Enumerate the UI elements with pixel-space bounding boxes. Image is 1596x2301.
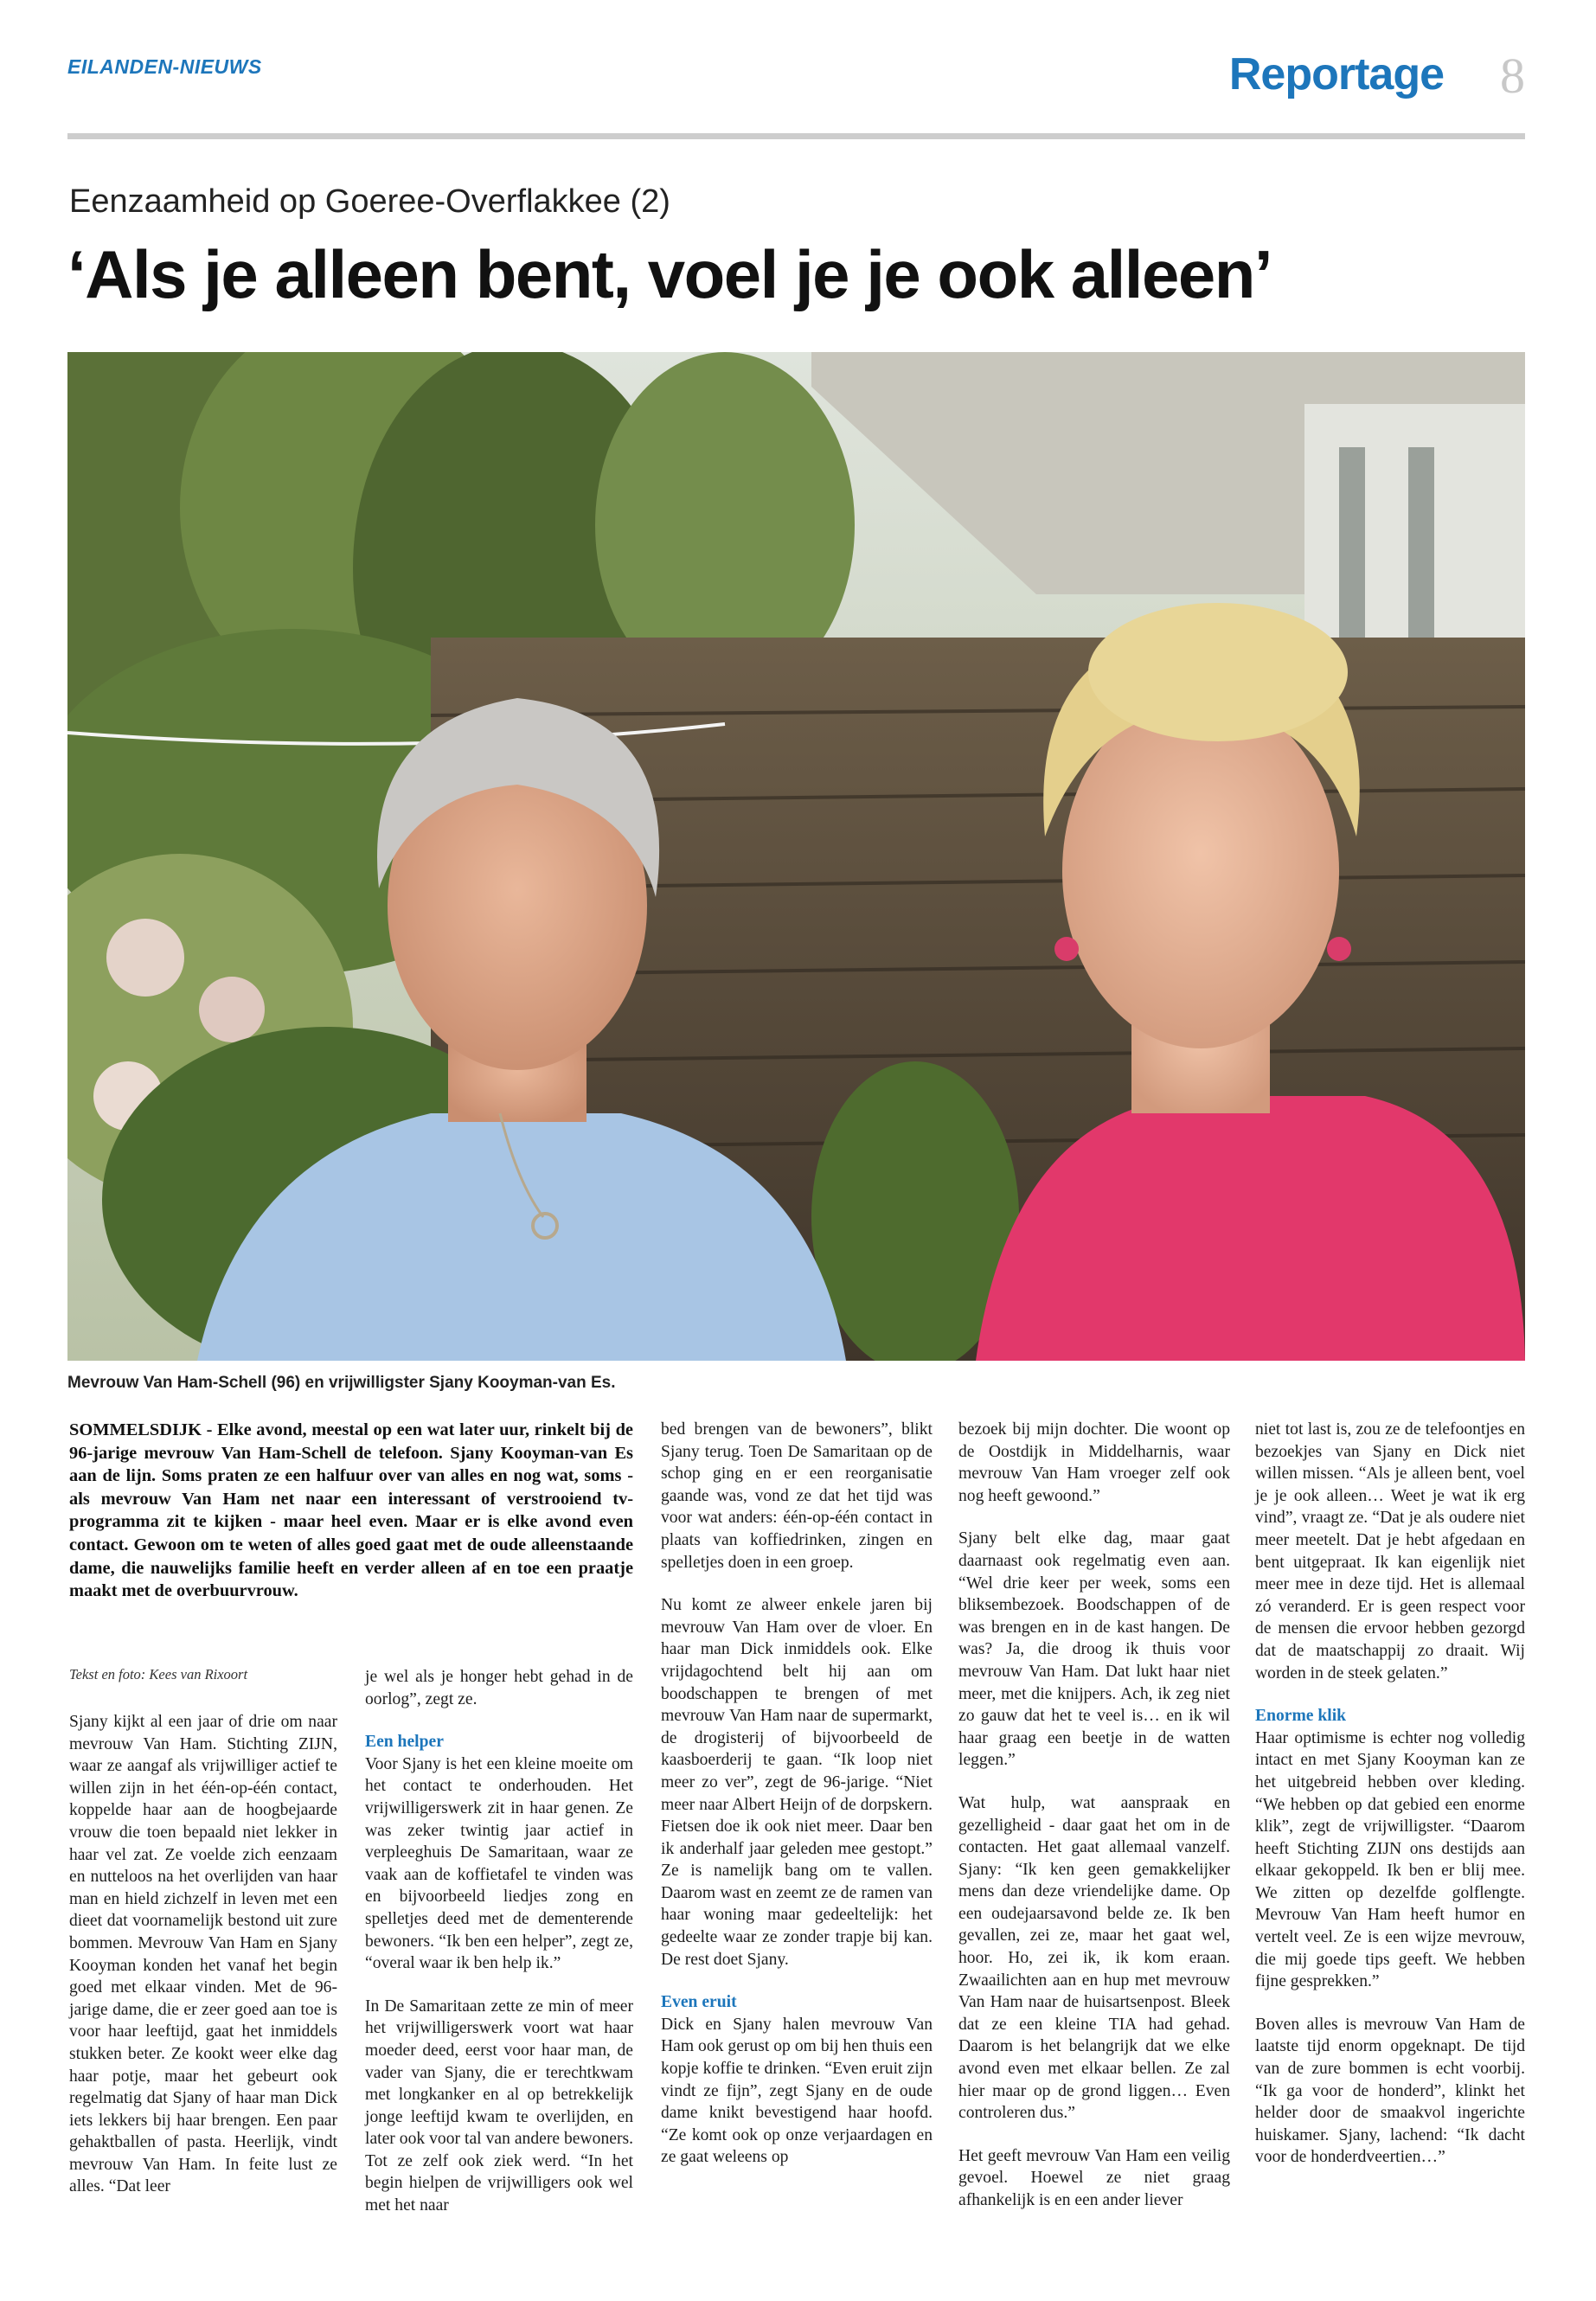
paragraph: Nu komt ze alweer enkele jaren bij mevrouw Van Ham over de vloer. En haar man Dick inmiddels ook. Elke vrijdagochtend belt hij aan om boodschappen te brengen of met mevrouw Van Ham naar de supermarkt, de drogisterij of bijvoorbeeld de kaasboerderij te gaan. “Ik loop niet meer zo ver”, zegt de 96-jarige. “Niet meer naar Albert Heijn of de dorpskern. Fietsen doe ik ook niet meer. Daar ben ik anderhalf jaar geleden mee gestopt.” Ze is namelijk bang om te vallen. Daarom wast en zeemt ze de ramen van haar woning maar gedeeltelijk: het gedeelte waar ze zonder trapje bij kan. De rest doet Sjany. xyxy=(661,1596,933,1969)
paragraph: Het geeft mevrouw Van Ham een veilig gevoel. Hoewel ze niet graag afhankelijk is en een ander liever xyxy=(958,2146,1230,2209)
article-byline: Tekst en foto: Kees van Rixoort xyxy=(69,1666,248,1682)
page-number: 8 xyxy=(1500,48,1525,104)
article-column-2 xyxy=(365,1666,633,2238)
paragraph: niet tot last is, zou ze de telefoontjes en bezoekjes van Sjany en Dick niet willen missen. “Als je alleen bent, voel je je ook alleen… Weet je wat ik erg vind”, vraagt ze. “Dat je als oudere niet meer meetelt. Dat je hebt afgedaan en bent uitgepraat. Ik kan eigenlijk niet meer mee in deze tijd. Het is allemaal zó veranderd. Er is geen respect voor de mensen die ervoor hebben gezorgd dat de maatschappij zo draait. Wij worden in de steek gelaten.” xyxy=(1255,1420,1525,1682)
subheading-enorme-klik: Enorme klik xyxy=(1255,1707,1347,1726)
article-headline: ‘Als je alleen bent, voel je je ook alleen’ xyxy=(67,236,1272,312)
article-column-3 xyxy=(661,1419,933,2189)
paragraph: Dick en Sjany halen mevrouw Van Ham ook gerust op om bij hen thuis een kopje koffie te drinken. “Even eruit zijn vindt ze fijn”, zegt Sjany en de oude dame knikt bevestigend haar hoofd. “Ze komt ook op onze verjaardagen en ze gaat weleens op xyxy=(661,2015,933,2167)
header-rule xyxy=(67,133,1525,139)
paragraph: je wel als je honger hebt gehad in de oorlog”, zegt ze. xyxy=(365,1668,633,1708)
paragraph: Voor Sjany is het een kleine moeite om het contact te onderhouden. Het vrijwilligerswerk zit in haar genen. Ze was zeker twintig jaar actief in verpleeghuis De Samaritaan, waar ze vaak aan de koffietafel te vinden was en bijvoorbeeld liedjes zong en spelletjes deed met de dementerende bewoners. “Ik ben een helper”, zegt ze, “overal waar ik ben help ik.” xyxy=(365,1754,633,1973)
paragraph: bezoek bij mijn dochter. Die woont op de Oostdijk in Middelharnis, waar mevrouw Van Ham vroeger zelf ook nog heeft gewoond.” xyxy=(958,1420,1230,1505)
subheading-even-eruit: Even eruit xyxy=(661,1993,737,2012)
photo-illustration xyxy=(67,352,1525,1361)
subheading-een-helper: Een helper xyxy=(365,1733,444,1752)
paragraph: Haar optimisme is echter nog volledig intact en met Sjany Kooyman kan ze het uitgebreid hebben over kleding. “We hebben op dat gebied een enorme klik”, zegt de vrijwilligster. “Daarom heeft Stichting ZIJN ons destijds aan elkaar gekoppeld. Ik ben er blij mee. We zitten op dezelfde golflengte. Mevrouw Van Ham heeft humor en vertelt veel. Ze is een wijze mevrouw, die mij goede tips geeft. We hebben fijne gesprekken.” xyxy=(1255,1728,1525,1991)
paragraph: In De Samaritaan zette ze min of meer het vrijwilligerswerk voort wat haar moeder deed, eerst voor haar man, de vader van Sjany, die er terechtkwam met longkanker en al op betrekkelijk jonge leeftijd kwam te overlijden, en later ook voor tal van andere bewoners. Tot ze zelf ook ziek werd. “In het begin hielpen de vrijwilligers ook wel met het naar xyxy=(365,1997,633,2215)
section-label: Reportage xyxy=(1228,49,1444,99)
article-photo xyxy=(67,352,1525,1361)
paragraph: Sjany belt elke dag, maar gaat daarnaast ook regelmatig even aan. “Wel drie keer per week, soms een bliksembezoek. Boodschappen of de was brengen en in de kast hangen. De was? Ja, die droog ik thuis voor mevrouw Van Ham. Dat lukt haar niet meer, met die knijpers. Ach, ik zeg niet zo gauw dat het te veel is… en ik wil haar graag een beetje in de watten leggen.” xyxy=(958,1529,1230,1770)
paragraph: Wat hulp, wat aanspraak en gezelligheid - daar gaat het om in de contacten. Het gaat allemaal vanzelf. Sjany: “Ik ken geen gemakkelijker mens dan deze vriendelijke dame. Op een oudejaarsavond belde ze. Ik ben gevallen, zei ze, maar het gaat wel, hoor. Ho, zei ik, ik kom eraan. Zwaailichten aan en hup met mevrouw Van Ham naar de huisartsenpost. Bleek dat ze een kleine TIA had gehad. Daarom is het belangrijk dat we elke avond even met elkaar bellen. Ze zal hier maar op de grond liggen… Even controleren dus.” xyxy=(958,1793,1230,2123)
article-column-4 xyxy=(958,1419,1230,2233)
article-kicker: Eenzaamheid op Goeree-Overflakkee (2) xyxy=(69,183,670,220)
article-column-1 xyxy=(69,1711,337,2219)
photo-caption: Mevrouw Van Ham-Schell (96) en vrijwilligster Sjany Kooyman-van Es. xyxy=(67,1374,616,1392)
paragraph: Sjany kijkt al een jaar of drie om naar mevrouw Van Ham. Stichting ZIJN, waar ze aangaf als vrijwilliger actief te willen zijn in het één-op-één contact, koppelde haar aan de hoogbejaarde vrouw die toen bepaald niet lekker in haar vel zat. Ze voelde zich eenzaam en nutteloos na het overlijden van haar man en hield zichzelf in leven met een dieet dat voornamelijk bestond uit zure bommen. Mevrouw Van Ham en Sjany Kooyman konden het vanaf het begin goed met elkaar vinden. Met de 96-jarige dame, die er zeer goed aan toe is voor haar leeftijd, gaat het inmiddels stukken beter. Ze kookt weer elke dag haar potje, maar het gebeurt ook regelmatig dat Sjany of haar man Dick iets lekkers bij haar brengen. Een paar gehaktballen of pasta. Heerlijk, vindt mevrouw Van Ham. In feite lust ze alles. “Dat leer xyxy=(69,1713,337,2196)
article-lead: SOMMELSDIJK - Elke avond, meestal op een wat later uur, rinkelt bij de 96-jarige mevrouw Van Ham-Schell de telefoon. Sjany Kooyman-van Es aan de lijn. Soms praten ze een halfuur over van alles en nog wat, soms - als mevrouw Van Ham net naar een interessant of verstrooiend tv-programma zit te kijken - maar heel even. Maar er is elke avond even contact. Gewoon om te weten of alles goed gaat met de oude alleenstaande dame, die nauwelijks familie heeft en verder alleen af en toe een praatje maakt met de overbuurvrouw. xyxy=(69,1420,633,1601)
paragraph: Boven alles is mevrouw Van Ham de laatste tijd enorm opgeknapt. De tijd van de zure bommen is echt voorbij. “Ik ga voor de honderd”, klinkt het helder door de smaakvol ingerichte huiskamer. Sjany, lachend: “Ik dacht voor de honderdveertien…” xyxy=(1255,2015,1525,2167)
article-column-5 xyxy=(1255,1419,1525,2189)
paragraph: bed brengen van de bewoners”, blikt Sjany terug. Toen De Samaritaan op de schop ging en er een reorganisatie gaande was, vond ze dat het tijd was voor wat anders: één-op-één contact in plaats van koffiedrinken, zingen en spelletjes doen in een groep. xyxy=(661,1420,933,1572)
publication-logo: EILANDEN-NIEUWS xyxy=(67,55,262,78)
